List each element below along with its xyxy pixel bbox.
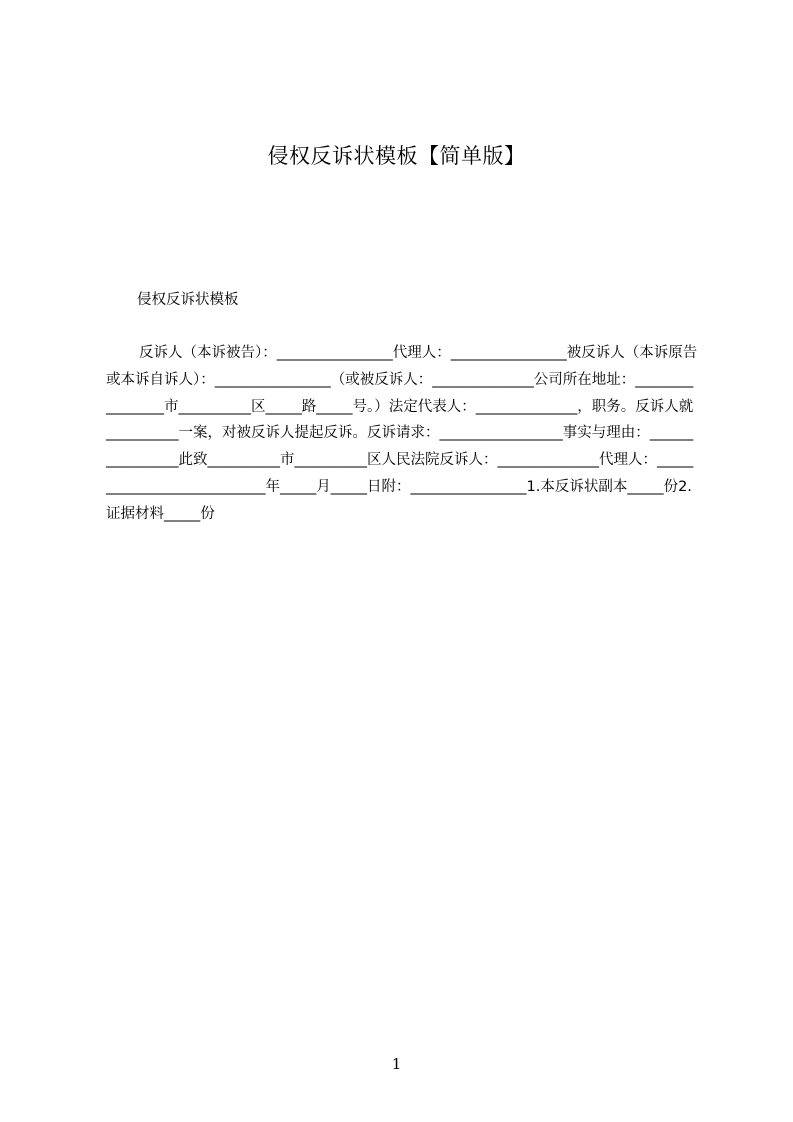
- document-title: 侵权反诉状模板【简单版】: [267, 144, 526, 168]
- page-number: 1: [391, 1055, 402, 1073]
- section-heading: 侵权反诉状模板: [137, 292, 239, 308]
- template-body-paragraph: 反诉人（本诉被告）：________________代理人：________________被反诉人（本诉原告或本诉自诉人）：________________（或被反诉人：______________公司所在地址：________________市__________区_____路_____号。）法定代表人：______________，职务。反诉人就__________一案，对被反诉人提起反诉。反诉请求：_________________事实与理由：________________此致__________市__________区人民法院反诉人：______________代理人：___________________________年_____月_____日附：________________1.本反诉状副本_____份2.证据材料_____份: [106, 345, 698, 522]
